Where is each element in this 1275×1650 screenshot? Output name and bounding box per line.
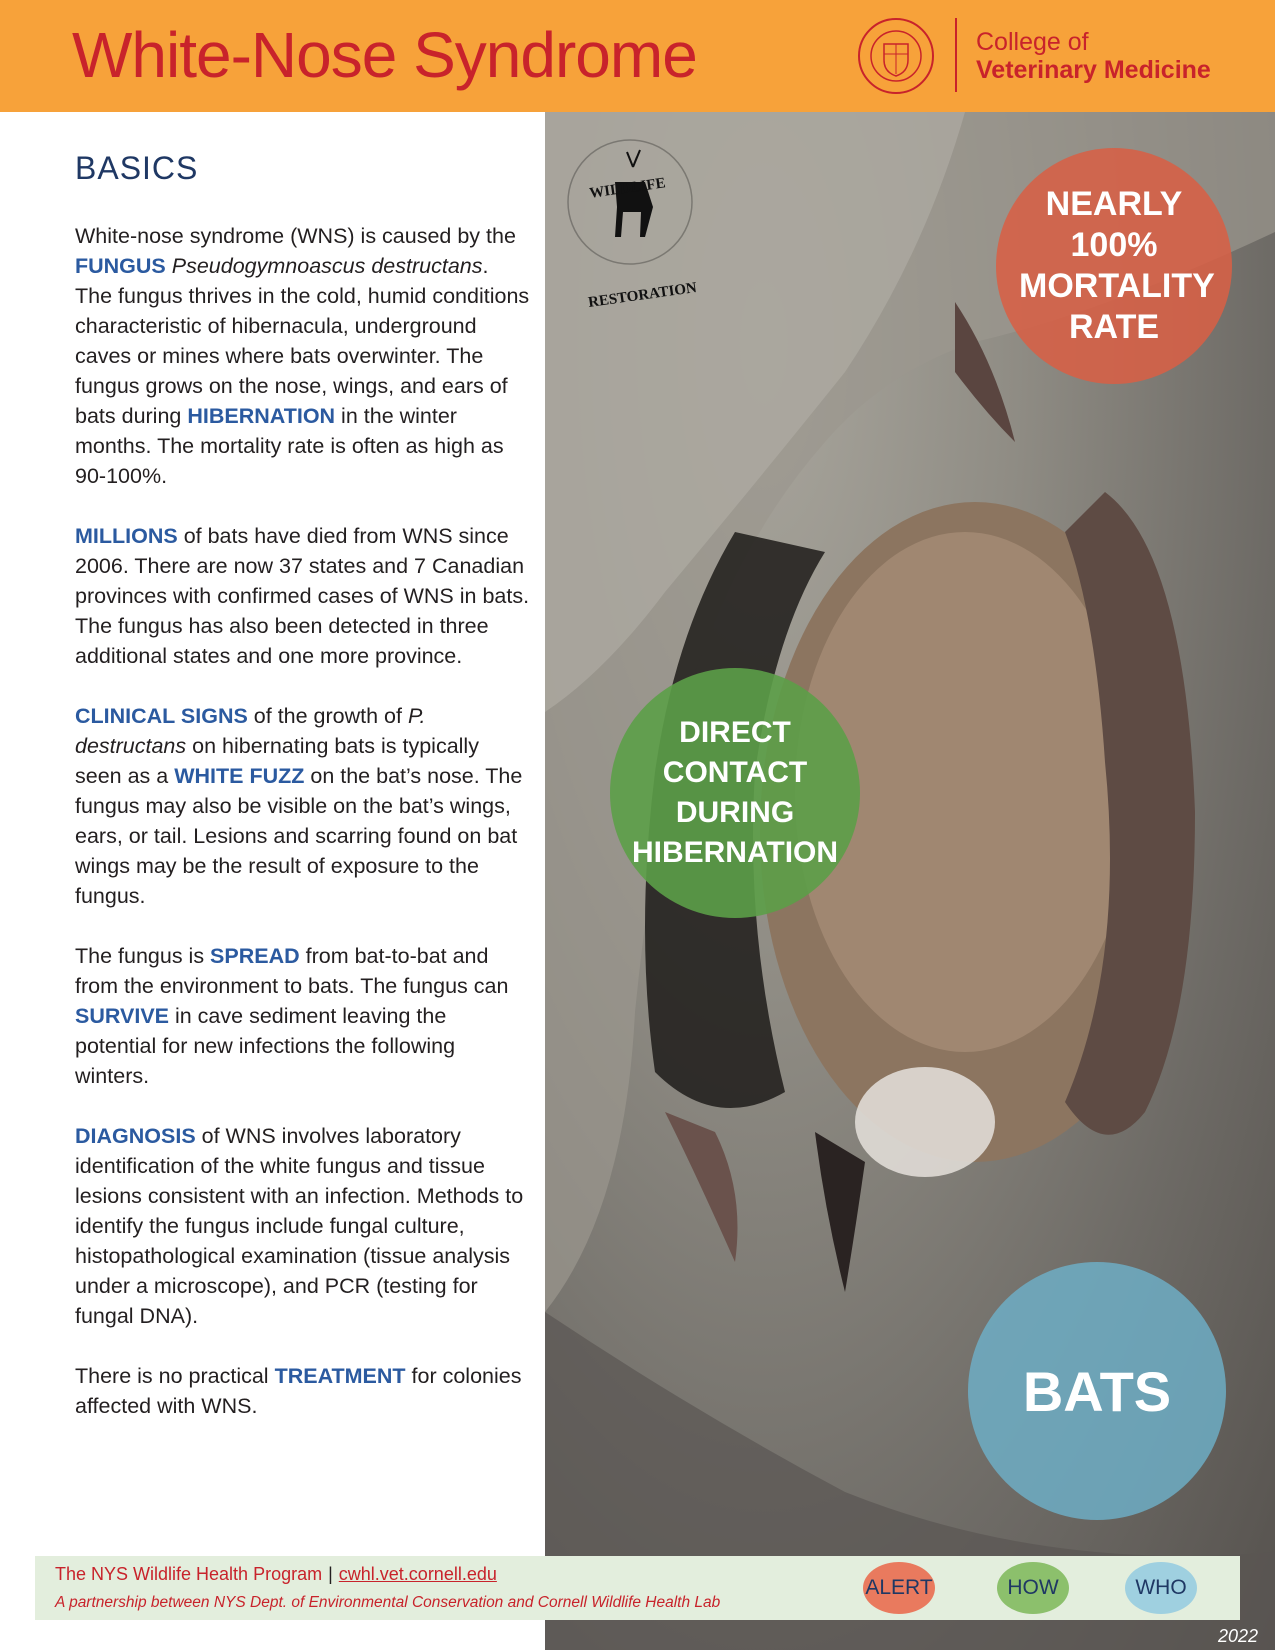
text: in the winter months. The mortality rate is often as high as 90-100%. (75, 404, 504, 488)
paragraph-spread (75, 941, 530, 1091)
footer-bar (35, 1556, 1240, 1620)
keyword: FUNGUS (75, 254, 166, 278)
keyword: SPREAD (210, 944, 300, 968)
contact-callout-text: DIRECT CONTACT DURING HIBERNATION (631, 716, 839, 869)
keyword: HIBERNATION (187, 404, 336, 428)
header-bar (0, 0, 1275, 112)
paragraph-diagnosis (75, 1121, 530, 1331)
college-name (976, 28, 1211, 84)
text: on hibernating bats is typically seen as a (75, 734, 479, 788)
alert-tab[interactable]: ALERT (863, 1562, 935, 1614)
keyword: MILLIONS (75, 524, 178, 548)
text: on the bat’s nose. The fungus may also be visible on the bat’s wings, ears, or tail. Lesions and scarring found on bat wings may be the result of exposure to the fungus. (75, 764, 523, 908)
college-line2: Veterinary Medicine (976, 56, 1211, 84)
footer-separator: | (328, 1564, 333, 1584)
how-tab[interactable]: HOW (997, 1562, 1069, 1614)
keyword: DIAGNOSIS (75, 1124, 196, 1148)
text: There is no practical (75, 1364, 275, 1388)
species-callout (968, 1262, 1226, 1520)
mortality-callout (996, 148, 1232, 384)
text: The fungus is (75, 944, 211, 968)
keyword: CLINICAL SIGNS (75, 704, 248, 728)
paragraph-treatment (75, 1361, 530, 1421)
contact-callout (610, 668, 860, 918)
keyword: TREATMENT (274, 1364, 406, 1388)
program-name: The NYS Wildlife Health Program (55, 1564, 323, 1584)
keyword: WHITE FUZZ (174, 764, 305, 788)
publication-year: 2022 (1218, 1626, 1259, 1646)
italic-text: Pseudogymnoascus destructans (165, 254, 483, 278)
program-website-link[interactable]: cwhl.vet.cornell.edu (338, 1564, 497, 1584)
text: in cave sediment leaving the potential for new infections the following winters. (75, 1004, 456, 1088)
keyword: SURVIVE (75, 1004, 169, 1028)
partnership-text: A partnership between NYS Dept. of Environmental Conservation and Cornell Wildlife Health Lab (55, 1594, 721, 1611)
college-line1: College of (976, 28, 1089, 56)
basics-section (75, 150, 530, 1451)
text: White-nose syndrome (WNS) is caused by the (75, 224, 516, 248)
paragraph-millions (75, 521, 530, 671)
wildlife-restoration-logo-text: WILDLIFE RESTORATION (587, 175, 698, 312)
section-heading: BASICS (75, 150, 199, 186)
text: from bat-to-bat and from the environment to bats. The fungus can (75, 944, 509, 998)
text: of the growth of (247, 704, 408, 728)
who-tab[interactable]: WHO (1125, 1562, 1197, 1614)
header-divider (955, 18, 957, 92)
page-title: White-Nose Syndrome (72, 19, 697, 91)
text: of bats have died from WNS since 2006. There are now 37 states and 7 Canadian provinces with confirmed cases of WNS in bats. The fungus has also been detected in three additional states and one more province. (75, 524, 530, 668)
paragraph-clinical-signs (75, 701, 530, 911)
text: . The fungus thrives in the cold, humid conditions characteristic of hibernacula, underground caves or mines where bats overwinter. The fungus grows on the nose, wings, and ears of bats during (75, 254, 530, 428)
mortality-callout-text: NEARLY 100% MORTALITY RATE (1019, 185, 1215, 346)
species-callout-text: BATS (1022, 1359, 1172, 1423)
italic-text: P. destructans (75, 704, 426, 758)
cornell-seal-logo (856, 16, 936, 96)
text: of WNS involves laboratory identification of the white fungus and tissue lesions consistent with an infection. Methods to identify the fungus include fungal culture, histopathological examination (tissue analysis under a microscope), and PCR (testing for fungal DNA). (75, 1124, 524, 1328)
footer-program-line (55, 1564, 497, 1585)
paragraph-cause (75, 221, 530, 491)
text: for colonies affected with WNS. (75, 1364, 522, 1418)
